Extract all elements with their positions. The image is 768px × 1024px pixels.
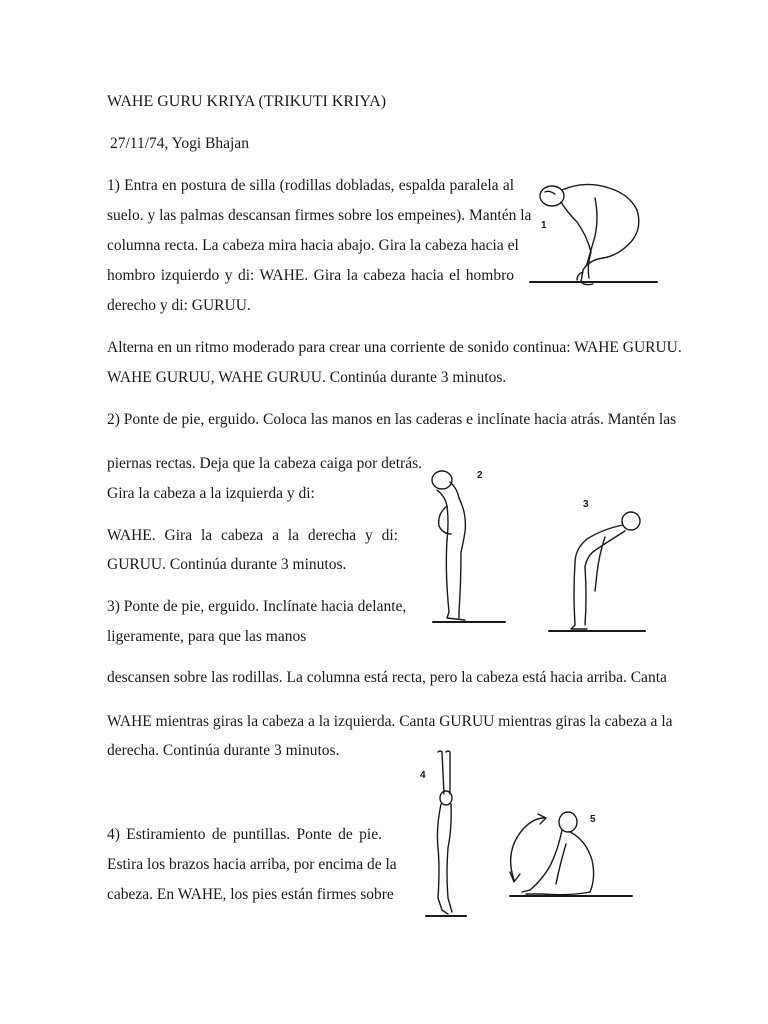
step3-line: descansen sobre las rodillas. La columna está recta, pero la cabeza está hacia arriba. Canta xyxy=(107,669,667,686)
figure-2-number: 2 xyxy=(477,470,483,481)
document-title: WAHE GURU KRIYA (TRIKUTI KRIYA) xyxy=(107,93,387,110)
step3-line: WAHE mientras giras la cabeza a la izquierda. Canta GURUU mientras giras la cabeza a la xyxy=(107,713,673,730)
date-author-line: 27/11/74, Yogi Bhajan xyxy=(110,135,249,152)
step4-line: cabeza. En WAHE, los pies están firmes sobre xyxy=(107,886,394,903)
tiptoe-stretch-figure xyxy=(418,748,473,928)
forward-bend-figure xyxy=(545,493,650,635)
step2-line: piernas rectas. Deja que la cabeza caiga por detrás. xyxy=(107,455,422,472)
step1-line: columna recta. La cabeza mira hacia abajo. Gira la cabeza hacia el xyxy=(107,237,519,254)
step3-line: 3) Ponte de pie, erguido. Inclínate hacia delante, xyxy=(107,598,407,615)
step1-line: suelo. y las palmas descansan firmes sobre los empeines). Mantén la xyxy=(107,207,532,224)
step1-line: 1) Entra en postura de silla (rodillas dobladas, espalda paralela al xyxy=(107,177,514,194)
step2-line: WAHE. Gira la cabeza a la derecha y di: xyxy=(107,527,398,544)
alternate-line: Alterna en un ritmo moderado para crear una corriente de sonido continua: WAHE GURUU. xyxy=(107,339,682,356)
backbend-figure xyxy=(425,462,520,632)
step1-line: derecho y di: GURUU. xyxy=(107,297,251,314)
step4-line: Estira los brazos hacia arriba, por encima de la xyxy=(107,856,397,873)
figure-5-number: 5 xyxy=(590,814,596,825)
step2-line: 2) Ponte de pie, erguido. Coloca las manos en las caderas e inclínate hacia atrás. Mantén las xyxy=(107,411,677,428)
step2-line: Gira la cabeza a la izquierda y di: xyxy=(107,485,315,502)
figure-3-number: 3 xyxy=(583,499,589,510)
alternate-line: WAHE GURUU, WAHE GURUU. Continúa durante 3 minutos. xyxy=(107,369,507,386)
kneeling-head-roll-figure xyxy=(500,800,640,905)
figure-1-number: 1 xyxy=(541,220,547,231)
figure-4-number: 4 xyxy=(420,770,426,781)
step1-line: hombro izquierdo y di: WAHE. Gira la cabeza hacia el hombro xyxy=(107,267,514,284)
step3-line: ligeramente, para que las manos xyxy=(107,628,307,645)
step4-line: 4) Estiramiento de puntillas. Ponte de pie. xyxy=(107,826,382,843)
step3-line: derecha. Continúa durante 3 minutos. xyxy=(107,742,340,759)
step2-line: GURUU. Continúa durante 3 minutos. xyxy=(107,556,347,573)
chair-pose-figure xyxy=(525,178,660,293)
